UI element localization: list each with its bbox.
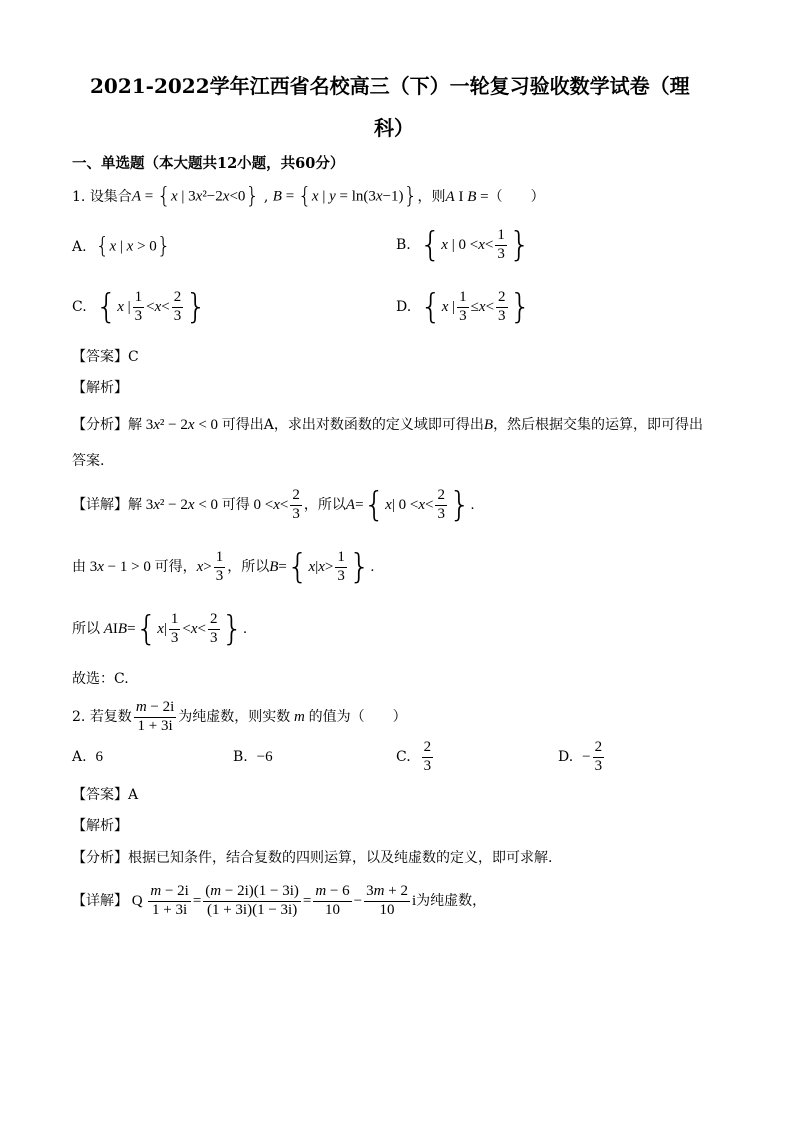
- option-label: C.: [72, 299, 87, 316]
- question-2-stem: 2. 若复数 $\frac{m - 2i}{1 + 3i}$ 为纯虚数，则实数 m 的值为（ ）: [72, 699, 407, 734]
- q2-detail-line1: 【详解】 Q $\frac{m - 2i}{1 + 3i}$ = $\frac{(m - 2i)(1 - 3i)}{(1 + 3i)(1 - 3i)}$ = $\frac{m - 6}{10}$ − $\frac{3m + 2}{10}$ i 为纯虚数，: [72, 883, 487, 918]
- option-label: D.: [558, 749, 574, 766]
- page-title-line2: 科）: [374, 116, 414, 140]
- q1-jiexi-tag: 【解析】: [72, 380, 128, 396]
- q1-detail-line1: 【详解】 解 3x² − 2x < 0 可得 0 < x < $\frac{2}{3}$ ，所以 A = { x | 0 < x < $\frac{2}{3}$ } .: [72, 484, 475, 525]
- q2-option-c[interactable]: C. $\frac{2}{3}$: [396, 739, 432, 774]
- set-a-definition: A = {x | 3x²−2x<0}: [131, 184, 260, 209]
- option-label: B.: [233, 749, 248, 765]
- q1-option-d[interactable]: D. { x | $\frac{1}{3}$ ≤ x < $\frac{2}{3}$ }: [396, 286, 532, 327]
- question-number: 2.: [72, 709, 86, 726]
- q2-fenxi: [72, 851, 552, 865]
- fenxi-text: 根据已知条件，结合复数的四则运算，以及纯虚数的定义，即可求解.: [128, 850, 553, 866]
- q1-detail-line2: 由 3x − 1 > 0 可得， x > $\frac{1}{3}$ ，所以 B = { x | x > $\frac{1}{3}$ } .: [72, 546, 375, 587]
- option-label: B.: [396, 237, 411, 254]
- q2-answer: [72, 788, 138, 802]
- set-b-definition: B = {x | y = ln(3x−1)}: [272, 184, 418, 209]
- option-value: 6: [95, 749, 103, 765]
- q1-option-b[interactable]: B. { x | 0 < x < $\frac{1}{3}$ }: [396, 224, 531, 265]
- option-label: D.: [396, 299, 412, 316]
- section-heading: 一、单选题（本大题共12小题，共60分）: [72, 155, 345, 172]
- question-1-intro: 设集合: [89, 189, 132, 205]
- answer-tag: 【答案】: [72, 787, 128, 803]
- answer-value: A: [128, 787, 139, 803]
- question-number: 1.: [72, 189, 86, 205]
- q1-conclusion: 故选：C.: [72, 671, 129, 687]
- option-label: A.: [72, 749, 87, 765]
- q2-option-d[interactable]: D. − $\frac{2}{3}$: [558, 739, 603, 774]
- q2-option-b[interactable]: [233, 750, 273, 765]
- page-title-line1: 2021-2022学年江西省名校高三（下）一轮复习验收数学试卷（理: [90, 74, 690, 98]
- answer-value: C: [128, 349, 139, 365]
- q1-answer: [72, 350, 139, 364]
- answer-tag: 【答案】: [72, 349, 128, 365]
- option-label: A.: [72, 239, 87, 255]
- q1-option-a[interactable]: A. {x | x > 0}: [72, 234, 171, 259]
- q1-fenxi-line1: 【分析】解 3x² − 2x < 0 可得出A，求出对数函数的定义域即可得出B，然后根据交集的运算，即可得出: [72, 417, 704, 433]
- q2-option-a[interactable]: [72, 750, 103, 765]
- xiangjie-tag: 【详解】: [72, 893, 128, 910]
- option-label: C.: [396, 749, 411, 766]
- q2-jiexi-tag: 【解析】: [72, 818, 128, 834]
- question-1-stem: 1. 设集合 A = {x | 3x²−2x<0} , B = {x | y = ln(3x−1)} ，则 A I B = （ ）: [72, 184, 545, 209]
- q1-option-c[interactable]: C. { x | $\frac{1}{3}$ < x < $\frac{2}{3}$ }: [72, 286, 207, 327]
- q1-fenxi-line2: 答案.: [72, 453, 105, 469]
- q1-detail-line3: 所以 A I B = { x | $\frac{1}{3}$ < x < $\frac{2}{3}$ } .: [72, 608, 247, 649]
- xiangjie-tag: 【详解】: [72, 497, 128, 514]
- option-value: −6: [256, 749, 273, 765]
- fenxi-tag: 【分析】: [72, 850, 128, 866]
- fenxi-tag: 【分析】: [72, 417, 128, 433]
